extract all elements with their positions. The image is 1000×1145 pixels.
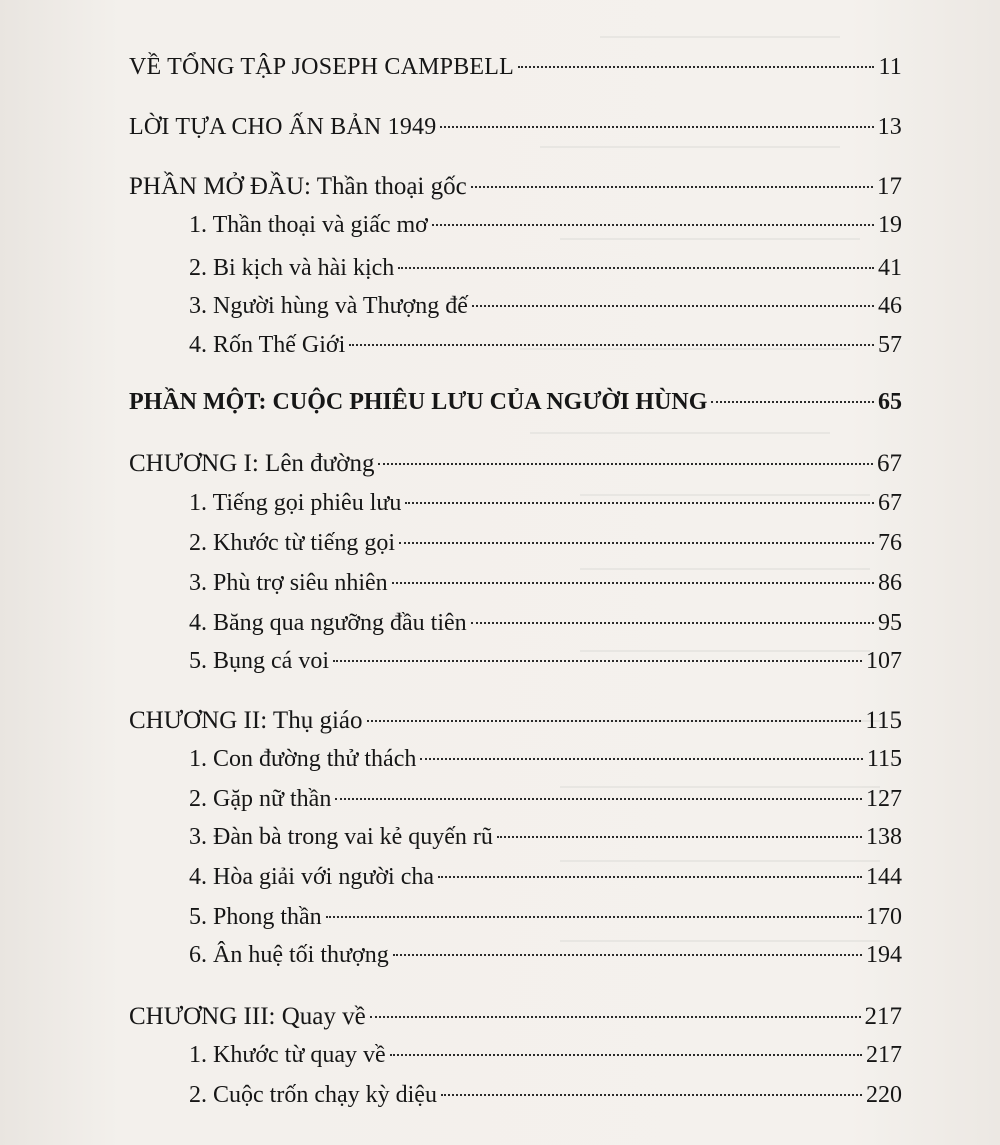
toc-entry-page: 95: [878, 610, 902, 636]
toc-entry-title: 1. Thần thoại và giấc mơ: [189, 212, 428, 238]
toc-entry-title: 3. Đàn bà trong vai kẻ quyến rũ: [189, 824, 493, 850]
toc-entry-title: 1. Con đường thử thách: [189, 746, 417, 772]
toc-entry-title: 5. Phong thần: [189, 904, 322, 930]
dot-leader: [440, 126, 873, 128]
toc-entry[interactable]: [129, 114, 902, 141]
toc-entry-page: 127: [866, 786, 902, 812]
toc-entry-title: LỜI TỰA CHO ẤN BẢN 1949: [129, 114, 437, 140]
toc-entry-title: 2. Gặp nữ thần: [189, 786, 332, 812]
toc-entry[interactable]: [129, 54, 902, 81]
dot-leader: [335, 798, 862, 800]
toc-entry-page: 194: [866, 942, 902, 968]
toc-entry-page: 144: [866, 864, 902, 890]
dot-leader: [472, 305, 874, 307]
toc-entry-page: 67: [878, 490, 902, 516]
toc-entry-page: 220: [866, 1082, 902, 1108]
toc-entry-title: 4. Băng qua ngưỡng đầu tiên: [189, 610, 467, 636]
toc-entry-page: 46: [878, 293, 902, 319]
dot-leader: [326, 916, 862, 918]
toc-entry[interactable]: [189, 942, 902, 969]
toc-entry-page: 115: [865, 707, 902, 734]
dot-leader: [349, 344, 874, 346]
toc-entry[interactable]: [189, 293, 902, 320]
toc-entry-title: 3. Người hùng và Thượng đế: [189, 293, 468, 319]
dot-leader: [471, 622, 874, 624]
dot-leader: [390, 1054, 862, 1056]
toc-entry-page: 86: [878, 570, 902, 596]
toc-entry[interactable]: [129, 1003, 902, 1031]
toc-entry[interactable]: [129, 173, 902, 201]
toc-entry-page: 217: [864, 1003, 902, 1030]
toc-entry[interactable]: [189, 648, 902, 675]
toc-entry-page: 138: [866, 824, 902, 850]
toc-entry-page: 17: [877, 173, 902, 200]
toc-entry[interactable]: [129, 450, 902, 478]
toc-entry-title: 3. Phù trợ siêu nhiên: [189, 570, 388, 596]
toc-entry-title: 6. Ân huệ tối thượng: [189, 942, 389, 968]
toc-entry-title: 5. Bụng cá voi: [189, 648, 329, 674]
toc-entry[interactable]: [189, 746, 902, 773]
toc-entry-page: 19: [878, 212, 902, 238]
toc-entry-title: PHẦN MỞ ĐẦU: Thần thoại gốc: [129, 173, 467, 200]
toc-entry[interactable]: [129, 389, 902, 416]
dot-leader: [367, 720, 862, 722]
toc-entry[interactable]: [189, 1042, 902, 1069]
dot-leader: [370, 1016, 861, 1018]
dot-leader: [333, 660, 862, 662]
toc-entry-page: 115: [866, 746, 902, 772]
dot-leader: [471, 186, 873, 188]
toc-entry[interactable]: [129, 707, 902, 735]
toc-entry-page: 170: [866, 904, 902, 930]
toc-entry-page: 41: [878, 255, 902, 281]
dot-leader: [497, 836, 862, 838]
dot-leader: [432, 224, 874, 226]
dot-leader: [399, 542, 874, 544]
toc-entry-title: VỀ TỔNG TẬP JOSEPH CAMPBELL: [129, 54, 515, 80]
toc-entry-page: 65: [878, 389, 902, 415]
toc-entry-title: CHƯƠNG II: Thụ giáo: [129, 707, 363, 734]
toc-entry[interactable]: [189, 530, 902, 557]
dot-leader: [405, 502, 874, 504]
dot-leader: [438, 876, 862, 878]
toc-entry-page: 76: [878, 530, 902, 556]
toc-entry-title: CHƯƠNG I: Lên đường: [129, 450, 375, 477]
dot-leader: [393, 954, 862, 956]
dot-leader: [711, 401, 874, 403]
toc-entry[interactable]: [189, 1082, 902, 1109]
toc-entry-title: 4. Hòa giải với người cha: [189, 864, 435, 890]
toc-entry-page: 57: [878, 332, 902, 358]
toc-entry[interactable]: [189, 786, 902, 813]
toc-entry[interactable]: [189, 610, 902, 637]
toc-entry[interactable]: [189, 332, 902, 359]
toc-entry[interactable]: [189, 570, 902, 597]
toc-entry-page: 11: [878, 54, 902, 80]
toc-entry-title: 2. Cuộc trốn chạy kỳ diệu: [189, 1082, 437, 1108]
toc-entry-title: 4. Rốn Thế Giới: [189, 332, 346, 358]
toc-entry-page: 67: [877, 450, 902, 477]
toc-entry-title: 1. Tiếng gọi phiêu lưu: [189, 490, 402, 516]
toc-entry-page: 107: [866, 648, 902, 674]
dot-leader: [441, 1094, 862, 1096]
toc-entry[interactable]: [189, 255, 902, 282]
dot-leader: [398, 267, 874, 269]
dot-leader: [420, 758, 863, 760]
toc-entry[interactable]: [189, 490, 902, 517]
toc-entry-title: PHẦN MỘT: CUỘC PHIÊU LƯU CỦA NGƯỜI HÙNG: [129, 389, 708, 415]
toc-entry[interactable]: [189, 212, 902, 239]
toc-entry-title: 2. Bi kịch và hài kịch: [189, 255, 395, 281]
toc-entry-title: 2. Khước từ tiếng gọi: [189, 530, 396, 556]
toc-entry-page: 217: [866, 1042, 902, 1068]
toc-entry-page: 13: [877, 114, 902, 140]
toc-entry-title: CHƯƠNG III: Quay về: [129, 1003, 366, 1030]
dot-leader: [392, 582, 874, 584]
toc-entry[interactable]: [189, 864, 902, 891]
dot-leader: [378, 463, 873, 465]
dot-leader: [518, 66, 874, 68]
toc-entry[interactable]: [189, 904, 902, 931]
toc-entry-title: 1. Khước từ quay về: [189, 1042, 386, 1068]
toc-entry[interactable]: [189, 824, 902, 851]
